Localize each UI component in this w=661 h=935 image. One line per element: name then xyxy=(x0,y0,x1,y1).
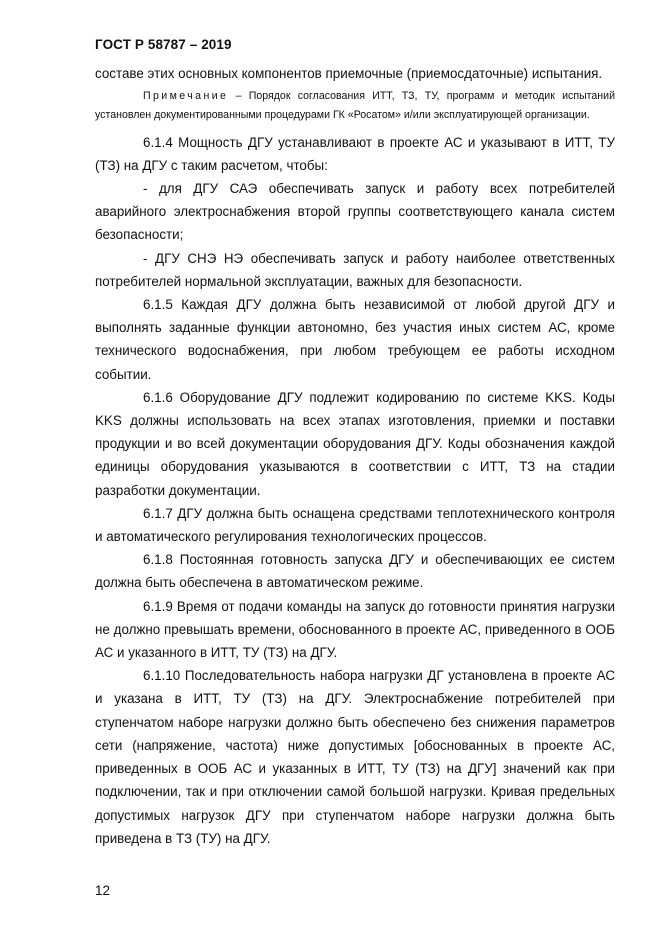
note-label: Примечание xyxy=(143,90,229,103)
list-item-sae: - для ДГУ САЭ обеспечивать запуск и работу всех потребителей аварийного электроснабжения второй группы соответствующего канала систем безопасности; xyxy=(95,181,615,243)
clause-6-1-9: 6.1.9 Время от подачи команды на запуск до готовности принятия нагрузки не должно превышать времени, обоснованного в проекте АС, приведенного в ООБ АС и указанного в ИТТ, ТУ (ТЗ) на ДГУ. xyxy=(95,598,615,661)
document-body xyxy=(95,62,615,850)
clause-6-1-4: 6.1.4 Мощность ДГУ устанавливают в проекте АС и указывают в ИТТ, ТУ (ТЗ) на ДГУ с таким расчетом, чтобы: xyxy=(95,134,615,173)
clause-6-1-5: 6.1.5 Каждая ДГУ должна быть независимой от любой другой ДГУ и выполнять заданные функции автономно, без участия иных систем АС, кроме технического водоснабжения, при любом требующем ее работы исходном событии. xyxy=(95,297,615,382)
clause-6-1-6: 6.1.6 Оборудование ДГУ подлежит кодированию по системе KKS. Коды KKS должны использовать на всех этапах изготовления, приемки и поставки продукции и во всей документации оборудования ДГУ. Коды обозначения каждой единицы оборудования указываются в соответствии с ИТТ, ТЗ на стадии разработки документации. xyxy=(95,389,615,498)
document-header: ГОСТ Р 58787 – 2019 xyxy=(95,37,232,52)
clause-6-1-8: 6.1.8 Постоянная готовность запуска ДГУ и обеспечивающих ее систем должна быть обеспечена в автоматическом режиме. xyxy=(95,552,615,591)
page-number: 12 xyxy=(95,883,111,898)
paragraph-continuation: составе этих основных компонентов приемочные (приемосдаточные) испытания. xyxy=(95,66,603,81)
list-item-sne: - ДГУ СНЭ НЭ обеспечивать запуск и работу наиболее ответственных потребителей нормальной эксплуатации, важных для безопасности. xyxy=(95,250,615,289)
note-text: – Порядок согласования ИТТ, ТЗ, ТУ, программ и методик испытаний установлен документированными процедурами ГК «Росатом» и/или эксплуатирующей организации. xyxy=(95,90,615,121)
clause-6-1-7: 6.1.7 ДГУ должна быть оснащена средствами теплотехнического контроля и автоматического регулирования технологических процессов. xyxy=(95,505,615,545)
note-paragraph xyxy=(95,87,615,124)
clause-6-1-10: 6.1.10 Последовательность набора нагрузки ДГ установлена в проекте АС и указана в ИТТ, ТУ (ТЗ) на ДГУ. Электроснабжение потребителей при ступенчатом наборе нагрузки должно быть обеспечено без снижения параметров сети (напряжение, частота) ниже допустимых [обоснованных в проекте АС, приведенных в ООБ АС и указанных в ИТТ, ТУ (ТЗ) на ДГУ] значений как при подключении, так и при отключении самой большой нагрузки. Кривая предельных допустимых нагрузок ДГУ при ступенчатом наборе нагрузки должна быть приведена в ТЗ (ТУ) на ДГУ. xyxy=(95,668,615,846)
